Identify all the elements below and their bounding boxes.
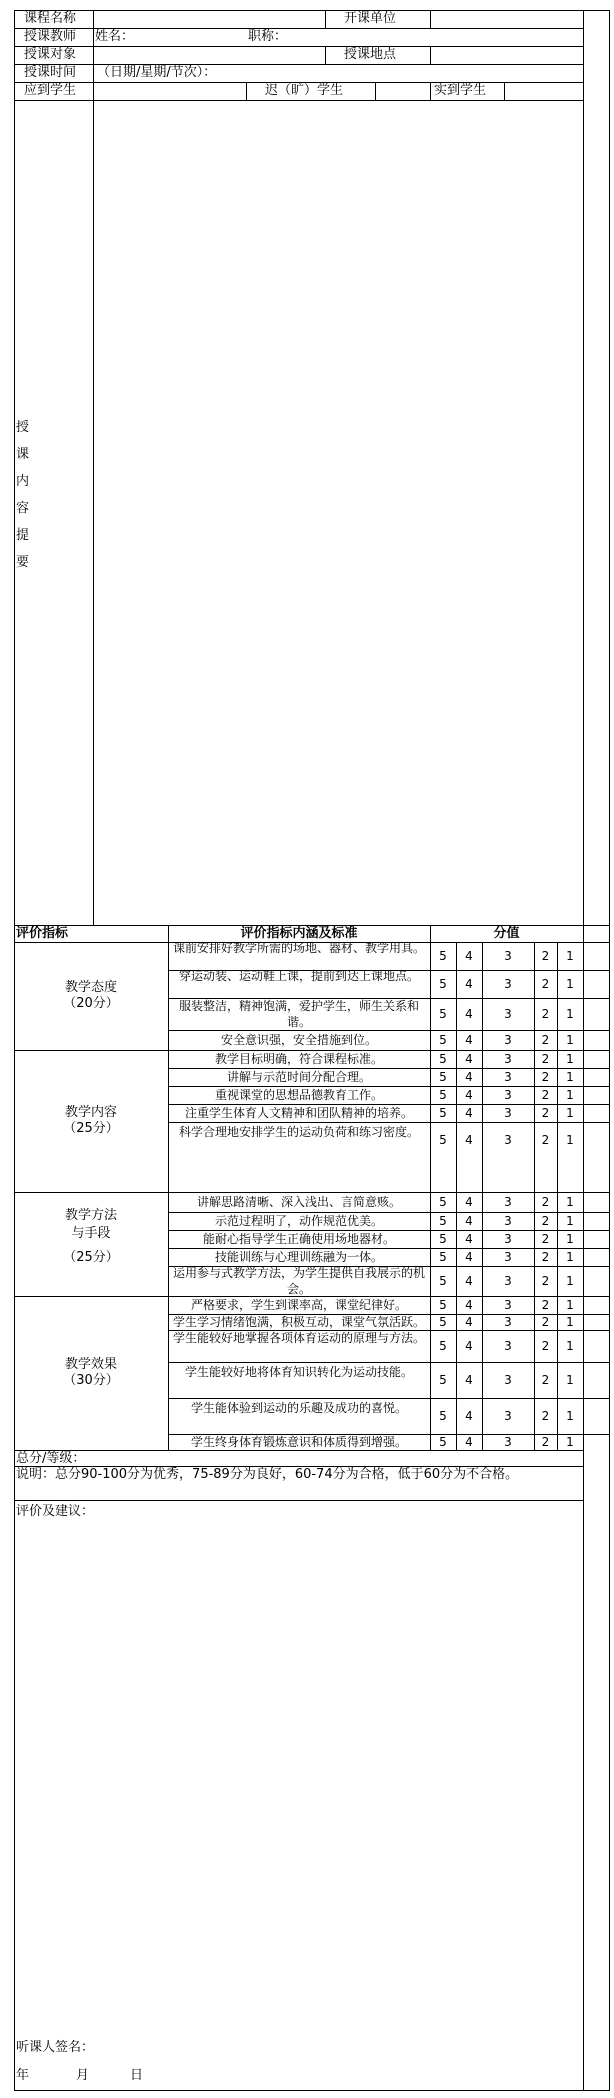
score-option[interactable]: 5 xyxy=(439,1052,447,1066)
score-option[interactable]: 5 xyxy=(439,1195,447,1209)
score-option[interactable]: 3 xyxy=(504,1088,512,1102)
score-option[interactable]: 2 xyxy=(541,1070,550,1084)
criterion-text: 注重学生体育人文精神和团队精神的培养。 xyxy=(184,1106,413,1120)
criterion-text: 穿运动装、运动鞋上课，提前到达上课地点。 xyxy=(178,969,419,983)
course-name-label: 课程名称 xyxy=(24,11,77,26)
criterion-text: 安全意识强，安全措施到位。 xyxy=(220,1033,377,1047)
grid-line xyxy=(168,1398,610,1399)
score-option[interactable]: 4 xyxy=(465,1070,473,1084)
criterion-text: 科学合理地安排学生的运动负荷和练习密度。 xyxy=(178,1125,419,1139)
score-option[interactable]: 5 xyxy=(439,977,447,991)
score-option[interactable]: 5 xyxy=(439,1315,447,1329)
score-option[interactable]: 1 xyxy=(566,1007,574,1021)
score-option[interactable]: 5 xyxy=(439,1298,447,1312)
score-option[interactable]: 2 xyxy=(541,1274,550,1288)
score-option[interactable]: 5 xyxy=(439,1133,447,1147)
grid-line xyxy=(430,82,431,101)
grid-line xyxy=(14,1500,584,1501)
score-option[interactable]: 4 xyxy=(465,1298,473,1312)
score-option[interactable]: 1 xyxy=(566,1232,574,1246)
score-option[interactable]: 4 xyxy=(465,1214,473,1228)
score-option[interactable]: 4 xyxy=(465,1195,473,1209)
grid-line xyxy=(168,1362,610,1363)
teacher-title-label: 职称： xyxy=(248,29,288,44)
group-weight: （25分） xyxy=(63,1121,119,1136)
score-option[interactable]: 3 xyxy=(504,1315,512,1329)
grid-line xyxy=(14,46,584,47)
criterion-text: 学生能较好地将体育知识转化为运动技能。 xyxy=(184,1365,413,1379)
score-option[interactable]: 5 xyxy=(439,1274,447,1288)
group-weight: （20分） xyxy=(63,996,119,1011)
score-option[interactable]: 2 xyxy=(541,1088,550,1102)
grid-line xyxy=(504,82,505,101)
score-option[interactable]: 1 xyxy=(566,1133,574,1147)
score-option[interactable]: 2 xyxy=(541,1133,550,1147)
score-option[interactable]: 4 xyxy=(465,1052,473,1066)
score-option[interactable]: 2 xyxy=(541,1315,550,1329)
col-standard-header: 评价指标内涵及标准 xyxy=(240,926,358,941)
criterion-text: 讲解思路清晰、深入浅出、言简意赅。 xyxy=(196,1195,401,1209)
score-option[interactable]: 1 xyxy=(566,1315,574,1329)
criterion-text: 严格要求，学生到课率高，课堂纪律好。 xyxy=(190,1298,407,1312)
score-option[interactable]: 5 xyxy=(439,1007,447,1021)
score-option[interactable]: 5 xyxy=(439,1106,447,1120)
criterion-text: 示范过程明了，动作规范优美。 xyxy=(214,1214,383,1228)
grid-line xyxy=(93,100,94,926)
score-option[interactable]: 4 xyxy=(465,1274,473,1288)
score-option[interactable]: 4 xyxy=(465,1232,473,1246)
score-option[interactable]: 2 xyxy=(541,1373,550,1387)
col-indicator-header: 评价指标 xyxy=(16,926,69,941)
score-option[interactable]: 5 xyxy=(439,1373,447,1387)
score-option[interactable]: 2 xyxy=(541,1435,550,1449)
location-label: 授课地点 xyxy=(344,47,397,62)
criterion-text: 重视课堂的思想品德教育工作。 xyxy=(214,1088,383,1102)
score-option[interactable]: 3 xyxy=(504,1133,512,1147)
group-weight: （30分） xyxy=(63,1373,119,1388)
score-option[interactable]: 3 xyxy=(504,1070,512,1084)
score-option[interactable]: 5 xyxy=(439,1033,447,1047)
date-year: 年 xyxy=(16,2068,30,2083)
date-month: 月 xyxy=(76,2068,90,2083)
group-name: 教学态度 xyxy=(64,980,117,995)
score-option[interactable]: 4 xyxy=(465,1409,473,1423)
teacher-label: 授课教师 xyxy=(24,29,77,44)
score-option[interactable]: 4 xyxy=(465,949,473,963)
score-option[interactable]: 1 xyxy=(566,1195,574,1209)
grid-line xyxy=(14,2090,610,2091)
target-label: 授课对象 xyxy=(24,47,77,62)
score-option[interactable]: 3 xyxy=(504,1409,512,1423)
score-option[interactable]: 1 xyxy=(566,1106,574,1120)
criterion-text: 课前安排好教学所需的场地、器材、教学用具。 xyxy=(172,941,425,955)
score-option[interactable]: 3 xyxy=(504,977,512,991)
score-option[interactable]: 3 xyxy=(504,1007,512,1021)
grid-line xyxy=(325,10,326,29)
score-option[interactable]: 5 xyxy=(439,1409,447,1423)
criterion-text: 讲解与示范时间分配合理。 xyxy=(226,1070,371,1084)
late-students-label: 迟（旷）学生 xyxy=(265,83,344,98)
score-option[interactable]: 3 xyxy=(504,1232,512,1246)
score-option[interactable]: 3 xyxy=(504,1033,512,1047)
group-name: 教学内容 xyxy=(64,1105,117,1120)
criterion-text: 学生能较好地掌握各项体育运动的原理与方法。 xyxy=(172,1331,425,1345)
score-option[interactable]: 3 xyxy=(504,1195,512,1209)
score-option[interactable]: 2 xyxy=(541,977,550,991)
group-weight: （25分） xyxy=(63,1250,119,1265)
score-option[interactable]: 1 xyxy=(566,1250,574,1264)
score-option[interactable]: 4 xyxy=(465,1435,473,1449)
score-option[interactable]: 2 xyxy=(541,1052,550,1066)
score-option[interactable]: 5 xyxy=(439,1435,447,1449)
score-option[interactable]: 2 xyxy=(541,1339,550,1353)
criterion-text: 能耐心指导学生正确使用场地器材。 xyxy=(202,1232,395,1246)
grid-line xyxy=(168,1030,610,1031)
grid-line xyxy=(14,1192,610,1193)
content-summary-char: 课 xyxy=(16,447,30,462)
signature-label: 听课人签名： xyxy=(16,2040,95,2055)
col-score-header: 分值 xyxy=(493,926,520,941)
content-summary-char: 提 xyxy=(16,528,30,543)
scoring-note: 说明：总分90-100分为优秀，75-89分为良好，60-74分为合格，低于60分为不合格。 xyxy=(16,1467,519,1482)
score-option[interactable]: 2 xyxy=(541,1409,550,1423)
score-option[interactable]: 4 xyxy=(465,1033,473,1047)
grid-line xyxy=(14,100,584,101)
group-name-line2: 与手段 xyxy=(71,1226,111,1241)
score-option[interactable]: 1 xyxy=(566,1435,574,1449)
score-option[interactable]: 2 xyxy=(541,949,550,963)
criterion-text: 学生学习情绪饱满，积极互动，课堂气氛活跃。 xyxy=(172,1315,425,1329)
group-name: 教学方法 xyxy=(64,1208,117,1223)
score-option[interactable]: 5 xyxy=(439,1070,447,1084)
score-option[interactable]: 5 xyxy=(439,1339,447,1353)
score-option[interactable]: 4 xyxy=(465,1088,473,1102)
grid-line xyxy=(375,82,376,101)
score-option[interactable]: 1 xyxy=(566,949,574,963)
score-option[interactable]: 5 xyxy=(439,1232,447,1246)
criterion-text: 服装整洁，精神饱满，爱护学生，师生关系和谐。 xyxy=(178,999,419,1029)
score-option[interactable]: 2 xyxy=(541,1298,550,1312)
score-option[interactable]: 4 xyxy=(465,1133,473,1147)
score-option[interactable]: 3 xyxy=(504,1274,512,1288)
grid-line xyxy=(14,10,584,11)
grid-line xyxy=(168,1122,610,1123)
score-option[interactable]: 1 xyxy=(566,1373,574,1387)
score-option[interactable]: 3 xyxy=(504,1435,512,1449)
score-option[interactable]: 2 xyxy=(541,1214,550,1228)
unit-label: 开课单位 xyxy=(344,11,397,26)
content-summary-char: 要 xyxy=(16,555,30,570)
score-option[interactable]: 5 xyxy=(439,1214,447,1228)
grid-line xyxy=(325,46,326,65)
score-option[interactable]: 1 xyxy=(566,1033,574,1047)
score-option[interactable]: 1 xyxy=(566,977,574,991)
score-option[interactable]: 4 xyxy=(465,1007,473,1021)
grid-line xyxy=(168,925,169,1451)
score-option[interactable]: 1 xyxy=(566,1088,574,1102)
score-option[interactable]: 3 xyxy=(504,1373,512,1387)
score-option[interactable]: 2 xyxy=(541,1007,550,1021)
grid-line xyxy=(14,1450,584,1451)
score-option[interactable]: 2 xyxy=(541,1195,550,1209)
teacher-name-label: 姓名： xyxy=(95,29,135,44)
score-option[interactable]: 1 xyxy=(566,1214,574,1228)
score-option[interactable]: 2 xyxy=(541,1106,550,1120)
score-option[interactable]: 3 xyxy=(504,1339,512,1353)
grid-line xyxy=(430,10,431,29)
score-option[interactable]: 3 xyxy=(504,1250,512,1264)
time-hint: （日期/星期/节次）： xyxy=(97,65,217,80)
score-option[interactable]: 3 xyxy=(504,1106,512,1120)
score-option[interactable]: 4 xyxy=(465,977,473,991)
grid-line xyxy=(430,46,431,65)
score-option[interactable]: 4 xyxy=(465,1373,473,1387)
group-name: 教学效果 xyxy=(64,1357,117,1372)
content-summary-char: 容 xyxy=(16,501,30,516)
score-option[interactable]: 5 xyxy=(439,1250,447,1264)
score-option[interactable]: 1 xyxy=(566,1298,574,1312)
actual-students-label: 实到学生 xyxy=(434,83,487,98)
score-option[interactable]: 3 xyxy=(504,1214,512,1228)
criterion-text: 学生能体验到运动的乐趣及成功的喜悦。 xyxy=(190,1401,407,1415)
score-option[interactable]: 1 xyxy=(566,1052,574,1066)
score-option[interactable]: 4 xyxy=(465,1315,473,1329)
score-option[interactable]: 1 xyxy=(566,1070,574,1084)
score-option[interactable]: 4 xyxy=(465,1106,473,1120)
score-option[interactable]: 3 xyxy=(504,949,512,963)
score-option[interactable]: 2 xyxy=(541,1033,550,1047)
content-summary-char: 授 xyxy=(16,420,30,435)
score-option[interactable]: 3 xyxy=(504,1298,512,1312)
score-option[interactable]: 4 xyxy=(465,1250,473,1264)
score-option[interactable]: 4 xyxy=(465,1339,473,1353)
criterion-text: 技能训练与心理训练融为一体。 xyxy=(214,1250,383,1264)
suggestion-label: 评价及建议： xyxy=(16,1504,95,1519)
score-option[interactable]: 5 xyxy=(439,1088,447,1102)
grid-line xyxy=(246,82,247,101)
time-label: 授课时间 xyxy=(24,65,77,80)
date-day: 日 xyxy=(130,2068,144,2083)
score-option[interactable]: 1 xyxy=(566,1339,574,1353)
expected-students-label: 应到学生 xyxy=(24,83,77,98)
score-option[interactable]: 1 xyxy=(566,1409,574,1423)
grid-line xyxy=(93,10,94,101)
score-option[interactable]: 3 xyxy=(504,1052,512,1066)
criterion-text: 运用参与式教学方法，为学生提供自我展示的机会。 xyxy=(172,1266,425,1296)
score-option[interactable]: 5 xyxy=(439,949,447,963)
criterion-text: 学生终身体育锻炼意识和体质得到增强。 xyxy=(190,1435,407,1449)
score-option[interactable]: 2 xyxy=(541,1250,550,1264)
criterion-text: 教学目标明确，符合课程标准。 xyxy=(214,1052,383,1066)
total-score-label: 总分/等级： xyxy=(16,1451,86,1466)
content-summary-char: 内 xyxy=(16,474,30,489)
score-option[interactable]: 2 xyxy=(541,1232,550,1246)
score-option[interactable]: 1 xyxy=(566,1274,574,1288)
